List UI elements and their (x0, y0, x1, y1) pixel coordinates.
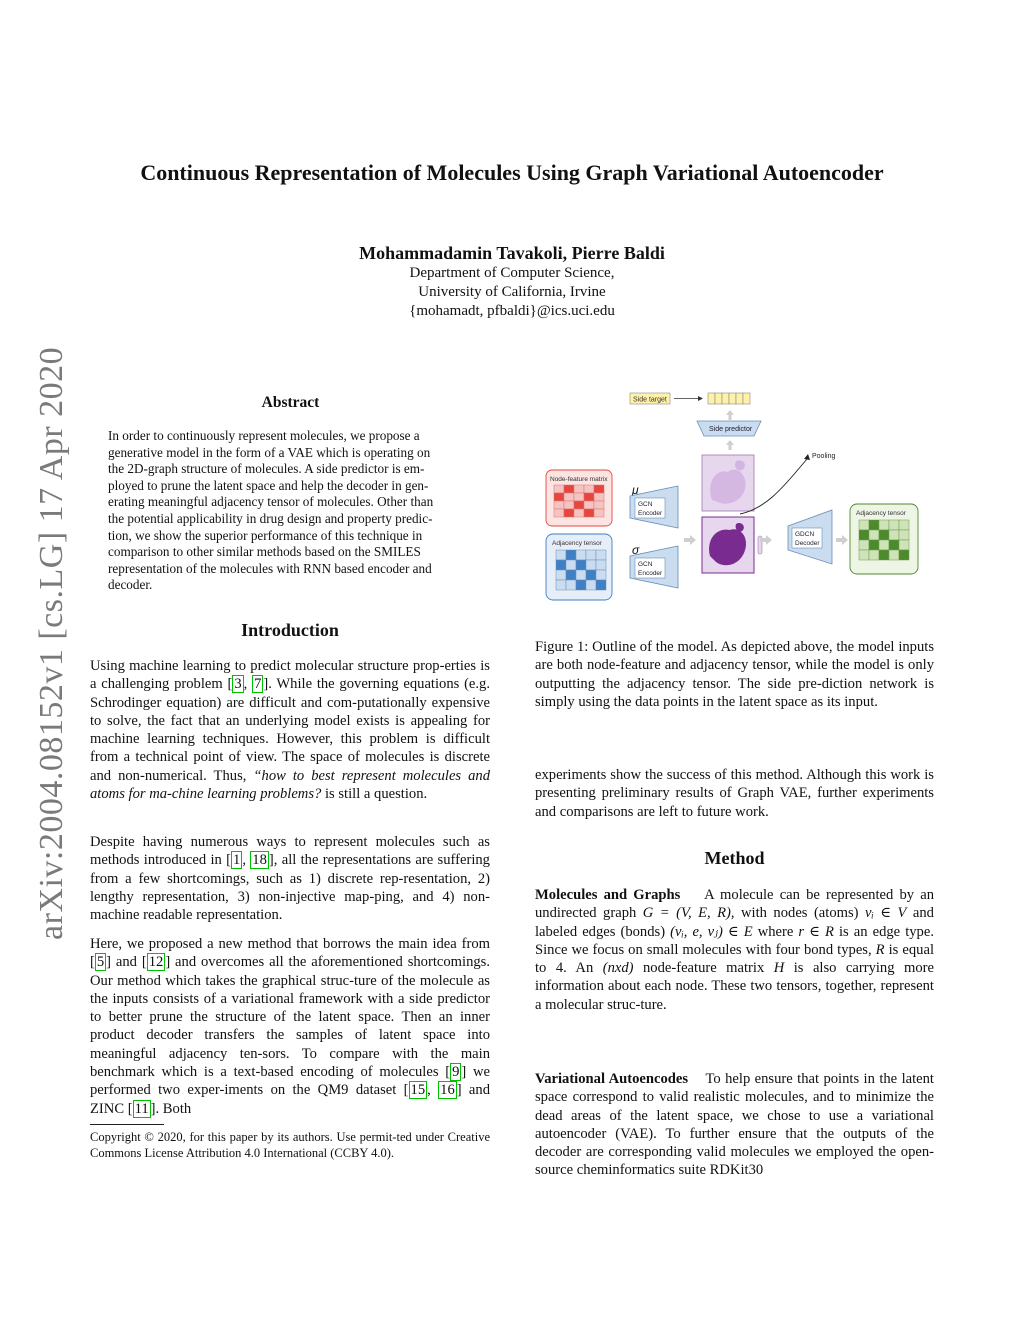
intro-paragraph-1: Using machine learning to predict molecular structure prop-erties is a challenging problem [ 3 , 7 ]. While the governing equations (e.g. Schrodinger equation) are difficult and com-putationally expensive to solve, the fact that an underlying model exists is appealing for machine learning techniques. However, this problem is difficult from a technical point of view. The space of molecules is discrete and non-numerical. Thus, “how to best represent molecules and atoms for ma-chine learning problems? is still a question. (90, 658, 491, 803)
citation-link[interactable]: 3 (234, 676, 242, 693)
method-heading: Method (704, 848, 765, 868)
abstract-line: generative model in the form of a VAE which is operating on (108, 444, 431, 460)
copyright-footnote: Copyright © 2020, for this paper by its authors. Use permit-ted under Creative Commons License Attribution 4.0 International (CCBY 4.0). (90, 1130, 490, 1160)
intro-paragraph-3: Here, we proposed a new method that borrows the main idea from [ 5 ] and [ 12 ] and overcomes all the aforementioned shortcomings. Our method which takes the graphical struc-ture of the molecule as the inputs consists of a variational framework with a side predictor to better prune the structure of the latent space. Then an inner product decoder transfers the samples of latent space into meaningful adjacency ten-sors. To compare with the main benchmark which is a text-based encoding of molecules [ 9 ] we performed two exper-iments on the QM9 dataset [ 15 , 16 ] and ZINC [ 11 ]. Both (90, 936, 491, 1117)
arrow-head (698, 396, 703, 401)
adjacency-input-grid (556, 550, 606, 590)
abstract-body (108, 428, 473, 594)
affiliation-line-1: Department of Computer Science, (409, 265, 615, 281)
run-in-heading: Variational Autoencodes (535, 1071, 689, 1087)
affiliation-line-2: University of California, Irvine (418, 284, 606, 300)
gdcn-decoder-label: GDCN (795, 531, 815, 538)
abstract-line: the 2D-graph structure of molecules. A side predictor is em- (108, 461, 425, 477)
citation-link[interactable]: 9 (452, 1064, 460, 1081)
intro-continuation: experiments show the success of this method. Although this work is presenting preliminary results of Graph VAE, further experiments and comparisons are left to future work. (535, 767, 934, 820)
side-target-cells (708, 393, 750, 404)
method-paragraph-vae: Variational Autoencodes To help ensure that points in the latent space correspond to valid realistic molecules, and to minimize the dead areas of the latent space, we chose to use a variational autoencoder (VAE). To further ensure that the outputs of the decoder are corresponding valid molecules we employed the open-source cheminformatics suite RDKit30 (535, 1071, 934, 1179)
node-feature-grid (554, 485, 604, 517)
pooling-label: Pooling (812, 453, 836, 460)
arxiv-stamp: arXiv:2004.08152v1 [cs.LG] 17 Apr 2020 (33, 346, 70, 940)
sigma-symbol: σ (632, 543, 640, 557)
citation-link[interactable]: 16 (440, 1082, 455, 1099)
gcn-encoder-label: GCN (638, 561, 653, 568)
abstract-line: ployed to prune the latent space and help the decoder in gen- (108, 477, 429, 493)
adjacency-tensor-input-label: Adjacency tensor (552, 540, 602, 547)
gdcn-decoder-label: Decoder (795, 540, 820, 547)
abstract-heading: Abstract (261, 394, 320, 411)
abstract-line: tion, we show the superior performance of this technique in (108, 527, 423, 543)
method-paragraph-molecules-graphs: Molecules and Graphs A molecule can be represented by an undirected graph G = (V, E, R), with nodes (atoms) vᵢ ∈ V and labeled edges (bonds) (vᵢ, e, vⱼ) ∈ E where r ∈ R is an edge type. Since we focus on small molecules with four bond types, R is equal to 4. An (nxd) node-feature matrix H is also carrying more information about each node. These two tensors, together, represent a molecular struc-ture. (535, 887, 934, 1013)
abstract-line: the potential applicability in drug design and property predic- (108, 510, 433, 526)
citation-link[interactable]: 1 (233, 852, 241, 869)
citation-link[interactable]: 15 (410, 1082, 426, 1099)
introduction-heading: Introduction (241, 620, 339, 640)
footnote-rule (90, 1124, 164, 1125)
affiliation-email: {mohamadt, pfbaldi}@ics.uci.edu (409, 303, 615, 319)
gcn-encoder-label: Encoder (638, 510, 663, 517)
paper-authors: Mohammadamin Tavakoli, Pierre Baldi (359, 243, 665, 263)
abstract-line: representation of the molecules with RNN based encoder and (108, 560, 432, 576)
figure-1-model-outline (540, 388, 930, 603)
citation-link[interactable]: 7 (254, 676, 262, 693)
figure-1-caption: Figure 1: Outline of the model. As depicted above, the model inputs are both node-feature and adjacency tensor, while the model is only outputting the adjacency tensor. The side pre-diction network is simply using the data points in the latent space as its input. (535, 639, 934, 710)
abstract-line: erating meaningful adjacency tensor of molecules. Other than (108, 494, 434, 510)
citation-link[interactable]: 11 (134, 1100, 149, 1117)
pooling-arrow-head (804, 454, 810, 460)
gcn-encoder-label: GCN (638, 501, 653, 508)
right-arrow (684, 535, 696, 545)
intro-paragraph-2: Despite having numerous ways to represent molecules such as methods introduced in [ 1 , 18 ], all the representations are suffering from a few shortcomings, such as 1) discrete rep-resentation, 2) lengthy representation, 3) non-injective map-ping, and 4) non-machine readable representation. (90, 834, 490, 924)
side-target-label: Side target (633, 396, 667, 404)
citation-link[interactable]: 12 (148, 954, 164, 971)
paper-title: Continuous Representation of Molecules Using Graph Variational Autoencoder (140, 160, 884, 185)
side-predictor-label: Side predictor (709, 426, 753, 433)
citation-link[interactable]: 5 (96, 954, 105, 971)
gcn-encoder-label: Encoder (638, 570, 663, 577)
node-feature-matrix-label: Node-feature matrix (550, 476, 608, 483)
abstract-line: decoder. (108, 577, 153, 593)
run-in-heading: Molecules and Graphs (535, 887, 681, 903)
mu-symbol: μ (632, 483, 639, 497)
adjacency-output-grid (859, 520, 909, 560)
abstract-line: comparison to other similar methods based on the SMILES (108, 544, 421, 560)
right-arrow (836, 535, 848, 545)
citation-link[interactable]: 18 (252, 852, 267, 869)
up-arrow (726, 410, 734, 420)
up-arrow (726, 440, 734, 450)
adjacency-tensor-output-label: Adjacency tensor (856, 510, 906, 517)
abstract-line: In order to continuously represent molecules, we propose a (108, 428, 420, 443)
